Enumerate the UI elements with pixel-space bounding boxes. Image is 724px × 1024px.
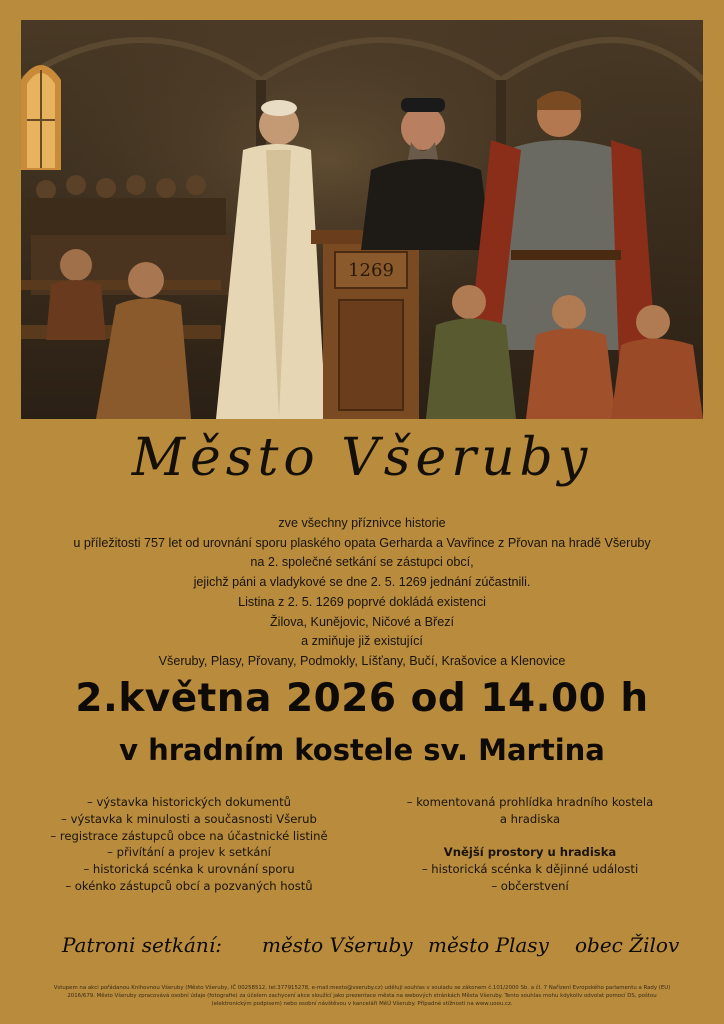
historical-painting <box>21 20 703 419</box>
footer-line: Vstupem na akci pořádanou Knihovnou Všeruby (Město Všeruby, IČ 00258512, tel.377915278, e-mail:mesto@vseruby.cz) uděluji souhlas v souladu se zákonem č.101/2000 Sb. a čl. 7 Nařízení Evropského parlamentu a Rady (EU) <box>53 985 671 991</box>
window <box>21 65 61 170</box>
intro-line: Všeruby, Plasy, Přovany, Podmokly, Líšťany, Bučí, Krašovice a Klenovice <box>158 653 566 668</box>
program-item: a hradiska <box>499 811 561 826</box>
gdpr-footer <box>30 985 694 1008</box>
intro-line: Listina z 2. 5. 1269 poprvé dokládá existenci <box>238 594 486 609</box>
lectern <box>311 230 431 419</box>
intro-line: a zmiňuje již existující <box>301 634 423 649</box>
patrons-label: Patroni setkání: <box>62 933 222 957</box>
intro-line: na 2. společné setkání se zástupci obcí, <box>250 555 474 570</box>
intro-line: Žilova, Kunějovic, Ničové a Březí <box>269 614 455 629</box>
footer-line: (elektronickým podpisem) nebo osobní návštěvou v kanceláři MěÚ Všeruby. Případné stížnosti na www.uoou.cz. <box>211 1000 513 1007</box>
program-item: – okénko zástupců obcí a pozvaných hostů <box>65 878 313 893</box>
program-item: – registrace zástupců obce na účastnické listině <box>50 828 328 843</box>
event-place: v hradním kostele sv. Martina <box>119 733 605 767</box>
outdoor-heading: Vnější prostory u hradiska <box>443 845 617 860</box>
intro-line: jejichž páni a vladykové se dne 2. 5. 1269 jednání zúčastnili. <box>193 575 531 590</box>
page-title: Město Všeruby <box>131 428 593 488</box>
intro-line: zve všechny příznivce historie <box>278 516 446 530</box>
patron-item: obec Žilov <box>575 933 680 957</box>
program-item: – historická scénka k dějinné události <box>421 862 639 877</box>
footer-line: 2016/679. Město Všeruby zpracovává osobní údaje (fotografie) za účelem zachycení akce sloužící jako prezentace města na webových stránkách Města Všeruby. Tento souhlas mohu kdykoliv odvolat pomocí DS, poštou <box>67 992 657 999</box>
program-item: – přivítání a projev k setkání <box>107 845 271 860</box>
patrons-row <box>0 933 724 963</box>
patron-item: město Všeruby <box>262 933 413 957</box>
patron-item: město Plasy <box>428 933 549 957</box>
program-item: – komentovaná prohlídka hradního kostela <box>406 795 654 809</box>
program-item: – občerstvení <box>491 878 569 893</box>
program-item: – historická scénka k urovnání sporu <box>83 862 295 877</box>
program-list-right <box>355 794 705 895</box>
invitation-text <box>10 514 714 672</box>
program-list-left <box>14 794 364 895</box>
program-item: – výstavka k minulosti a současnosti Všerub <box>61 811 317 826</box>
intro-line: u příležitosti 757 let od urovnání sporu plaského opata Gerharda a Vavřince z Přovan na hradě Všeruby <box>73 535 651 550</box>
program-item: – výstavka historických dokumentů <box>86 795 292 809</box>
event-date: 2.května 2026 od 14.00 h <box>75 676 649 721</box>
lectern-year: 1269 <box>348 260 394 281</box>
